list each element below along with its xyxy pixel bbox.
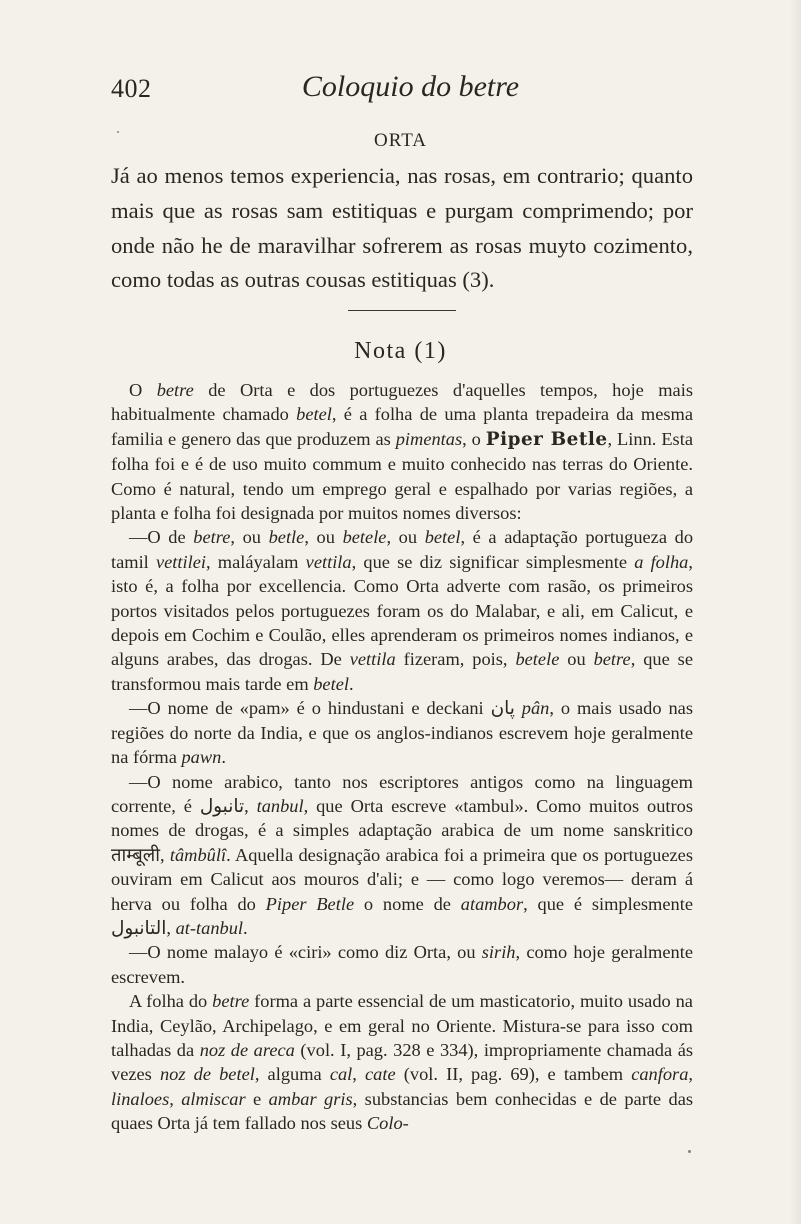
sanskrit-word: ताम्बूली	[111, 844, 160, 865]
note-paragraph-2: —O de betre, ou betle, ou betele, ou betel, é a adaptação portugueza do tamil vettilei, maláyalam vettila, que se diz significar simplesmente a folha, isto é, a folha por excellencia. Como Orta adverte com rasão, os primeiros portos visitados pelos portuguezes foram os do Malabar, e ali, em Calicut, e depois em Cochim e Coulão, elles aprenderam os primeiros nomes indianos, e alguns arabes, das drogas. De vettila fizeram, pois, betele ou betre, que se transformou mais tarde em betel.	[111, 527, 694, 694]
page-number: 402	[111, 74, 152, 103]
running-head	[0, 70, 801, 114]
note-paragraph-1: O betre de Orta e dos portuguezes d'aquelles tempos, hoje mais habitualmente chamado betel, é a folha de uma planta trepadeira da mesma familia e genero das que produzem as pimentas, o Piper Betle, Linn. Esta folha foi e é de uso muito commum e muito conhecido nas terras do Oriente. Como é natural, tendo um emprego geral e espalhado por varias regiões, a planta e folha foi designada por muitos nomes diversos:	[111, 380, 694, 524]
note-paragraph-3: —O nome de «pam» é o hindustani e deckani پان pân, o mais usado nas regiões do norte da India, e que os anglos-indianos escrevem hoje geralmente na fórma pawn.	[111, 698, 694, 768]
running-title: Coloquio do betre	[301, 70, 520, 103]
arabic-word: تانبول	[199, 795, 245, 816]
section-divider	[348, 310, 456, 311]
note-paragraph-4: —O nome arabico, tanto nos escriptores antigos como na linguagem corrente, é تانبول, tanbul, que Orta escreve «tambul». Como muitos outros nomes de drogas, é a simples adaptação arabica de um nome sanskritico ताम्बूली, tâmbûlî. Aquella designação arabica foi a primeira que os portuguezes ouviram em Calicut aos mouros d'ali; e — como logo veremos— deram á herva ou folha do Piper Betle o nome de atambor, que é simplesmente التانبول, at-tanbul.	[111, 771, 693, 938]
paper-speck	[117, 131, 119, 133]
page-edge-shadow	[789, 0, 801, 1224]
note-body	[111, 378, 693, 1136]
arabic-word: التانبول	[111, 917, 167, 938]
intro-paragraph: Já ao menos temos experiencia, nas rosas, em contrario; quanto mais que as rosas sam estitiquas e purgam comprimendo; por onde não he de maravilhar sofrerem as rosas muyto cozimento, como todas as outras cousas estitiquas (3).	[111, 163, 693, 293]
arabic-word: پان	[490, 698, 515, 719]
note-paragraph-5: —O nome malayo é «ciri» como diz Orta, ou sirih, como hoje geralmente escrevem.	[111, 942, 693, 987]
paper-speck	[688, 1150, 691, 1153]
note-heading: Nota (1)	[354, 338, 447, 364]
note-paragraph-6: A folha do betre forma a parte essencial de um masticatorio, muito usado na India, Ceylão, Archipelago, e em geral no Oriente. Mistura-se para isso com talhadas da noz de areca (vol. I, pag. 328 e 334), impropriamente chamada ás vezes noz de betel, alguma cal, cate (vol. II, pag. 69), e tambem canfora, linaloes, almiscar e ambar gris, substancias bem conhecidas e de parte das quaes Orta já tem fallado nos seus Colo-	[111, 991, 694, 1134]
speaker-label: ORTA	[373, 130, 428, 151]
species-name: Piper Betle	[485, 428, 608, 450]
